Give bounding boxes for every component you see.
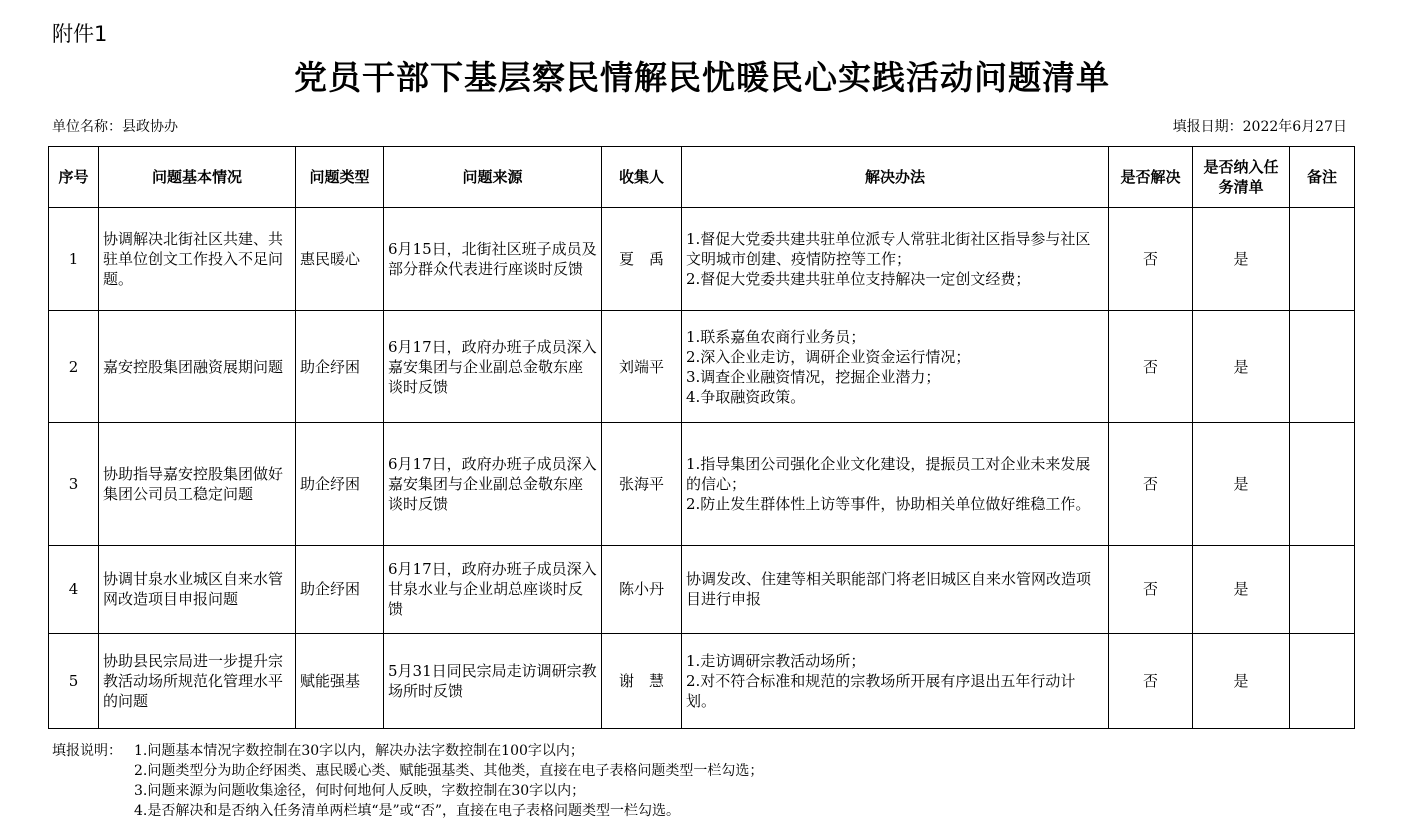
note-item: 4.是否解决和是否纳入任务清单两栏填“是”或“否”，直接在电子表格问题类型一栏勾选。: [134, 803, 680, 819]
solution-line: 3.调查企业融资情况，挖掘企业潜力；: [686, 367, 941, 386]
unit-name: 单位名称：县政协办: [52, 119, 178, 135]
cell-remark: [1290, 546, 1355, 633]
col-header-source: 问题来源: [384, 147, 602, 208]
cell-in-list: 是: [1193, 546, 1290, 633]
solution-line: 协调发改、住建等相关职能部门将老旧城区自来水管网改造项目进行申报: [686, 570, 1092, 609]
cell-type: 助企纾困: [296, 422, 384, 545]
cell-in-list: 是: [1193, 208, 1290, 311]
cell-source: 5月31日同民宗局走访调研宗教场所时反馈: [384, 633, 602, 728]
table-row: [49, 422, 1355, 545]
cell-no: 1: [49, 208, 99, 311]
cell-no: 3: [49, 422, 99, 545]
cell-source: 6月15日，北街社区班子成员及部分群众代表进行座谈时反馈: [384, 208, 602, 311]
cell-resolved: 否: [1109, 422, 1193, 545]
cell-remark: [1290, 633, 1355, 728]
cell-in-list: 是: [1193, 422, 1290, 545]
report-date: 填报日期：2022年6月27日: [1172, 119, 1347, 135]
cell-solution: [682, 633, 1109, 728]
attachment-label: 附件1: [52, 22, 108, 46]
cell-collector: 张海平: [602, 422, 682, 545]
table-row: [49, 208, 1355, 311]
page-title: 党员干部下基层察民情解民忧暖民心实践活动问题清单: [294, 58, 1110, 97]
col-header-remark: 备注: [1290, 147, 1355, 208]
solution-line: 2.对不符合标准和规范的宗教场所开展有序退出五年行动计划。: [686, 671, 1076, 710]
solution-line: 1.指导集团公司强化企业文化建设，提振员工对企业未来发展的信心；: [686, 455, 1091, 494]
table-row: [49, 311, 1355, 422]
cell-source: 6月17日，政府办班子成员深入嘉安集团与企业副总金敬东座谈时反馈: [384, 311, 602, 422]
note-item: 1.问题基本情况字数控制在30字以内，解决办法字数控制在100字以内；: [134, 743, 584, 759]
cell-solution: [682, 311, 1109, 422]
cell-type: 助企纾困: [296, 311, 384, 422]
issue-table: [48, 146, 1355, 729]
cell-collector: 谢 慧: [602, 633, 682, 728]
solution-line: 2.深入企业走访，调研企业资金运行情况；: [686, 347, 971, 366]
cell-remark: [1290, 208, 1355, 311]
notes-label: 填报说明：: [52, 743, 122, 759]
cell-collector: 陈小丹: [602, 546, 682, 633]
col-header-resolved: 是否解决: [1109, 147, 1193, 208]
solution-line: 2.防止发生群体性上访等事件，协助相关单位做好维稳工作。: [686, 495, 1091, 514]
cell-remark: [1290, 422, 1355, 545]
solution-line: 4.争取融资政策。: [686, 387, 806, 406]
cell-solution: [682, 208, 1109, 311]
cell-source: 6月17日，政府办班子成员深入甘泉水业与企业胡总座谈时反馈: [384, 546, 602, 633]
cell-remark: [1290, 311, 1355, 422]
cell-no: 2: [49, 311, 99, 422]
col-header-no: 序号: [49, 147, 99, 208]
cell-in-list: 是: [1193, 311, 1290, 422]
cell-issue: 协调解决北街社区共建、共驻单位创文工作投入不足问题。: [99, 208, 296, 311]
col-header-collector: 收集人: [602, 147, 682, 208]
cell-solution: [682, 422, 1109, 545]
col-header-type: 问题类型: [296, 147, 384, 208]
cell-collector: 夏 禹: [602, 208, 682, 311]
note-item: 2.问题类型分为助企纾困类、惠民暖心类、赋能强基类、其他类，直接在电子表格问题类型一栏勾选；: [134, 763, 764, 779]
cell-no: 5: [49, 633, 99, 728]
cell-type: 惠民暖心: [296, 208, 384, 311]
cell-issue: 协调甘泉水业城区自来水管网改造项目申报问题: [99, 546, 296, 633]
solution-line: 2.督促大党委共建共驻单位支持解决一定创文经费；: [686, 270, 1031, 289]
cell-resolved: 否: [1109, 208, 1193, 311]
filling-notes: [52, 741, 763, 821]
cell-in-list: 是: [1193, 633, 1290, 728]
table-header-row: [49, 147, 1355, 208]
col-header-solution: 解决办法: [682, 147, 1109, 208]
solution-line: 1.联系嘉鱼农商行业务员；: [686, 327, 866, 346]
cell-solution: [682, 546, 1109, 633]
cell-resolved: 否: [1109, 633, 1193, 728]
cell-collector: 刘端平: [602, 311, 682, 422]
col-header-in-list: 是否纳入任务清单: [1193, 147, 1290, 208]
col-header-issue: 问题基本情况: [99, 147, 296, 208]
cell-type: 助企纾困: [296, 546, 384, 633]
cell-resolved: 否: [1109, 546, 1193, 633]
solution-line: 1.走访调研宗教活动场所；: [686, 651, 866, 670]
solution-line: 1.督促大党委共建共驻单位派专人常驻北街社区指导参与社区文明城市创建、疫情防控等工作；: [686, 230, 1091, 269]
cell-issue: 协助指导嘉安控股集团做好集团公司员工稳定问题: [99, 422, 296, 545]
table-row: [49, 633, 1355, 728]
cell-resolved: 否: [1109, 311, 1193, 422]
note-item: 3.问题来源为问题收集途径，何时何地何人反映，字数控制在30字以内；: [134, 783, 586, 799]
cell-issue: 嘉安控股集团融资展期问题: [99, 311, 296, 422]
cell-no: 4: [49, 546, 99, 633]
cell-type: 赋能强基: [296, 633, 384, 728]
cell-source: 6月17日，政府办班子成员深入嘉安集团与企业副总金敬东座谈时反馈: [384, 422, 602, 545]
cell-issue: 协助县民宗局进一步提升宗教活动场所规范化管理水平的问题: [99, 633, 296, 728]
table-row: [49, 546, 1355, 633]
